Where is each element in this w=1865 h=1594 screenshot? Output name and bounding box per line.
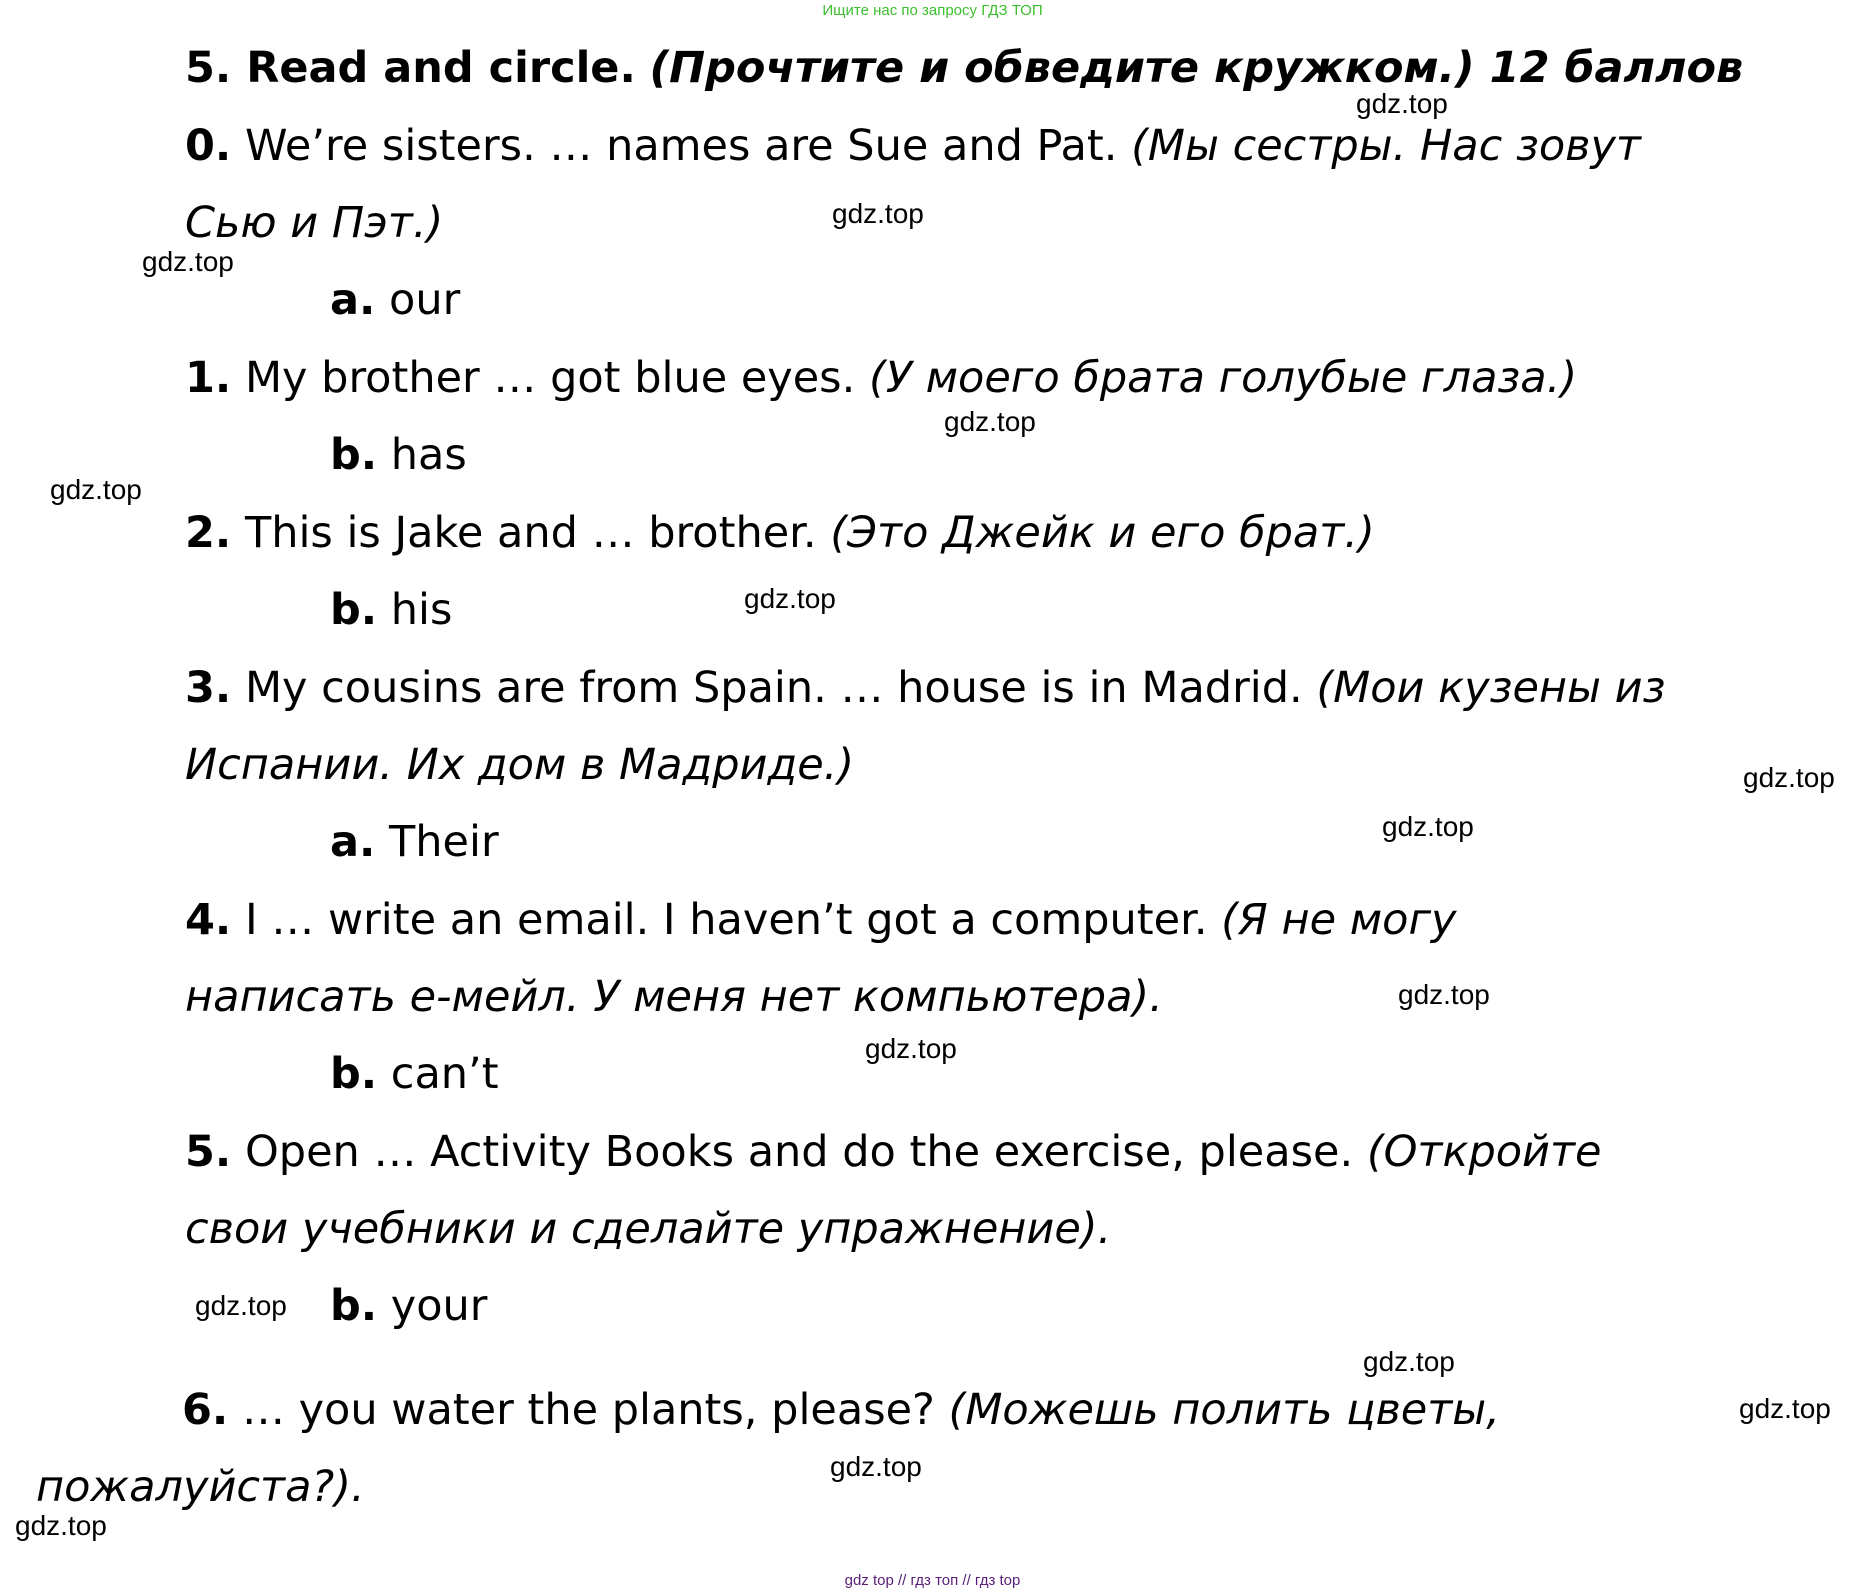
item-translation: (У моего брата голубые глаза.) <box>868 353 1578 403</box>
item-5-answer <box>330 1278 487 1334</box>
item-5-translation-cont: свои учебники и сделайте упражнение). <box>185 1204 1112 1254</box>
item-translation: (Мои кузены из <box>1316 663 1666 713</box>
item-6-translation-cont: пожалуйста?). <box>36 1462 365 1512</box>
footer-links: gdz top // гдз топ // гдз top <box>844 1572 1021 1589</box>
answer-word: our <box>389 275 461 325</box>
item-4-question <box>185 892 1457 948</box>
item-english: Open … Activity Books and do the exercise, please. <box>244 1127 1354 1177</box>
item-translation: (Откройте <box>1366 1127 1602 1177</box>
top-banner: Ищите нас по запросу ГДЗ ТОП <box>822 2 1043 19</box>
item-3-question <box>185 660 1665 716</box>
item-english: My cousins are from Spain. … house is in Madrid. <box>244 663 1303 713</box>
watermark: gdz.top <box>832 198 924 229</box>
item-4-answer <box>330 1046 499 1102</box>
watermark: gdz.top <box>1398 979 1490 1010</box>
watermark: gdz.top <box>142 246 234 277</box>
watermark: gdz.top <box>744 583 836 614</box>
item-4-translation-cont: написать е-мейл. У меня нет компьютера). <box>185 972 1163 1022</box>
answer-word: can’t <box>390 1049 499 1099</box>
watermark: gdz.top <box>195 1290 287 1321</box>
item-english: My brother … got blue eyes. <box>244 353 856 403</box>
watermark: gdz.top <box>1382 811 1474 842</box>
answer-word: his <box>390 585 453 635</box>
answer-word: Their <box>389 817 499 867</box>
item-number: 5. <box>185 1127 232 1177</box>
item-english: I … write an email. I haven’t got a computer. <box>244 895 1208 945</box>
item-translation: (Я не могу <box>1221 895 1457 945</box>
item-number: 4. <box>185 895 232 945</box>
answer-word: your <box>390 1281 488 1331</box>
answer-word: has <box>390 430 467 480</box>
item-number: 3. <box>185 663 232 713</box>
watermark: gdz.top <box>830 1451 922 1482</box>
item-0-answer <box>330 272 460 328</box>
item-3-answer <box>330 814 499 870</box>
watermark: gdz.top <box>1356 88 1448 119</box>
item-translation: (Мы сестры. Нас зовут <box>1131 121 1641 171</box>
item-english: We’re sisters. … names are Sue and Pat. <box>244 121 1118 171</box>
watermark: gdz.top <box>15 1510 107 1541</box>
item-number: 0. <box>185 121 232 171</box>
item-5-question <box>185 1124 1602 1180</box>
answer-letter: b. <box>330 430 378 480</box>
item-2-answer <box>330 582 452 638</box>
exercise-title <box>185 40 1743 96</box>
watermark: gdz.top <box>1743 762 1835 793</box>
watermark: gdz.top <box>944 406 1036 437</box>
watermark: gdz.top <box>865 1033 957 1064</box>
item-2-question <box>185 505 1375 561</box>
title-ru: (Прочтите и обведите кружком.) 12 баллов <box>649 43 1744 93</box>
item-number: 1. <box>185 353 232 403</box>
answer-letter: b. <box>330 585 378 635</box>
title-en: 5. Read and circle. <box>185 43 636 93</box>
watermark: gdz.top <box>50 474 142 505</box>
answer-letter: b. <box>330 1281 378 1331</box>
item-number: 2. <box>185 508 232 558</box>
item-number: 6. <box>182 1385 229 1435</box>
answer-letter: b. <box>330 1049 378 1099</box>
item-translation: (Можешь полить цветы, <box>948 1385 1500 1435</box>
item-translation: (Это Джейк и его брат.) <box>830 508 1375 558</box>
answer-letter: a. <box>330 275 376 325</box>
watermark: gdz.top <box>1363 1346 1455 1377</box>
item-1-answer <box>330 427 467 483</box>
answer-letter: a. <box>330 817 376 867</box>
item-english: This is Jake and … brother. <box>244 508 817 558</box>
item-0-translation-cont: Сью и Пэт.) <box>185 198 444 248</box>
item-1-question <box>185 350 1577 406</box>
watermark: gdz.top <box>1739 1393 1831 1424</box>
item-english: … you water the plants, please? <box>241 1385 935 1435</box>
item-6-question <box>182 1382 1500 1438</box>
item-0-question <box>185 118 1641 174</box>
item-3-translation-cont: Испании. Их дом в Мадриде.) <box>185 740 855 790</box>
